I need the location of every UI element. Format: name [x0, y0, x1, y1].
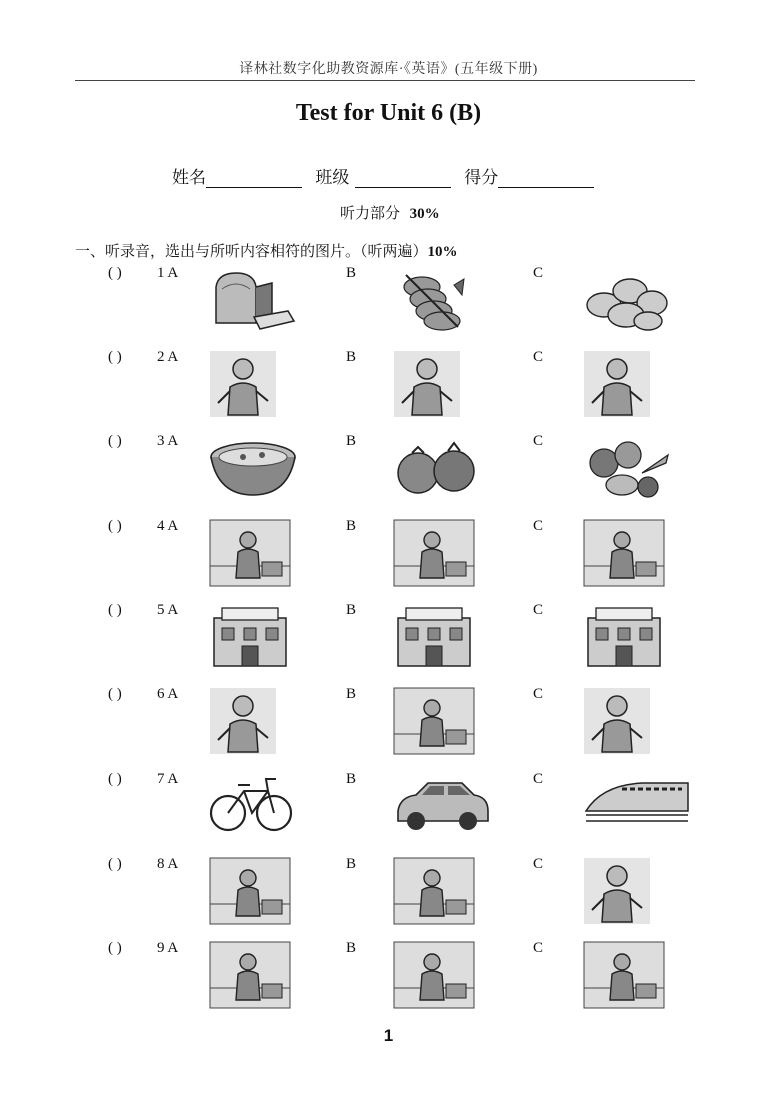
- question-row: [0, 265, 777, 345]
- answer-blank[interactable]: ( ): [108, 602, 122, 618]
- name-label: 姓名: [172, 168, 206, 188]
- option-c-label: C: [533, 771, 544, 787]
- boy-kitchen-picture: [582, 940, 666, 1010]
- question-number: 5 A: [157, 602, 179, 618]
- question-row: [0, 686, 777, 766]
- bread-picture: [208, 265, 298, 333]
- answer-blank[interactable]: ( ): [108, 349, 122, 365]
- listening-label: 听力部分: [340, 204, 401, 222]
- option-b-label: B: [346, 349, 357, 365]
- making-bed-picture: [582, 518, 666, 588]
- option-b-label: B: [346, 856, 357, 872]
- woman-cleaning-picture: [392, 349, 462, 419]
- answer-blank[interactable]: ( ): [108, 771, 122, 787]
- car-windshield-picture: [208, 856, 292, 926]
- section-1-points: 10%: [427, 244, 458, 260]
- question-row: [0, 856, 777, 936]
- option-c-label: C: [533, 686, 544, 702]
- section-1-text: 一、听录音，选出与所听内容相符的图片。（听两遍）: [75, 242, 428, 260]
- girl-violin-picture: [582, 856, 652, 926]
- man-cooking-picture: [208, 349, 278, 419]
- option-b-label: B: [346, 433, 357, 449]
- listening-part-heading: [340, 202, 440, 223]
- student-info-line: [172, 163, 602, 188]
- option-c-label: C: [533, 856, 544, 872]
- option-b-label: B: [346, 518, 357, 534]
- option-c-label: C: [533, 940, 544, 956]
- bicycle-picture: [208, 771, 294, 835]
- man-on-phone-picture: [582, 349, 652, 419]
- score-label: 得分: [464, 168, 499, 188]
- option-b-label: B: [346, 771, 357, 787]
- vegetables-picture: [582, 433, 672, 501]
- answer-blank[interactable]: ( ): [108, 265, 122, 281]
- fish-picture: [392, 265, 482, 333]
- option-c-label: C: [533, 349, 544, 365]
- answer-blank[interactable]: ( ): [108, 940, 122, 956]
- hospital-picture: [582, 602, 666, 670]
- answer-blank[interactable]: ( ): [108, 856, 122, 872]
- option-b-label: B: [346, 602, 357, 618]
- boy-fridge-picture: [208, 940, 292, 1010]
- question-row: [0, 349, 777, 429]
- page-header: 译林社数字化助教资源库·《英语》(五年级下册): [239, 62, 538, 77]
- question-number: 8 A: [157, 856, 179, 872]
- children-eating-picture: [392, 686, 476, 756]
- question-number: 4 A: [157, 518, 179, 534]
- washing-clothes-picture: [208, 518, 292, 588]
- answer-blank[interactable]: ( ): [108, 433, 122, 449]
- question-row: [0, 602, 777, 682]
- name-blank[interactable]: [206, 170, 302, 188]
- option-b-label: B: [346, 265, 357, 281]
- question-number: 9 A: [157, 940, 179, 956]
- boy-studying-picture: [208, 686, 278, 756]
- option-c-label: C: [533, 265, 544, 281]
- question-number: 1 A: [157, 265, 179, 281]
- question-row: [0, 771, 777, 851]
- option-b-label: B: [346, 686, 357, 702]
- answer-blank[interactable]: ( ): [108, 686, 122, 702]
- boy-washing-dishes-picture: [392, 940, 476, 1010]
- class-blank[interactable]: [355, 170, 451, 188]
- train-picture: [582, 771, 692, 827]
- girl-drinking-picture: [582, 686, 652, 756]
- question-row: [0, 940, 777, 1020]
- question-number: 2 A: [157, 349, 179, 365]
- library-picture: [392, 602, 476, 670]
- soup-bowl-picture: [208, 433, 298, 501]
- listening-weight: 30%: [409, 206, 440, 222]
- option-c-label: C: [533, 602, 544, 618]
- class-label: 班级: [315, 168, 350, 188]
- mopping-floor-picture: [392, 518, 476, 588]
- header-divider: [75, 80, 695, 81]
- tomatoes-picture: [392, 433, 482, 501]
- section-1-instruction: [75, 240, 458, 261]
- page-number: 1: [383, 1026, 394, 1045]
- option-c-label: C: [533, 433, 544, 449]
- question-row: [0, 433, 777, 513]
- option-b-label: B: [346, 940, 357, 956]
- score-blank[interactable]: [498, 170, 594, 188]
- page-title: Test for Unit 6 (B): [295, 100, 482, 126]
- boy-sweeping-picture: [392, 856, 476, 926]
- question-row: [0, 518, 777, 598]
- car-picture: [392, 771, 492, 835]
- cinema-picture: [208, 602, 292, 670]
- question-number: 7 A: [157, 771, 179, 787]
- option-c-label: C: [533, 518, 544, 534]
- potatoes-picture: [582, 265, 672, 333]
- answer-blank[interactable]: ( ): [108, 518, 122, 534]
- question-number: 6 A: [157, 686, 179, 702]
- question-number: 3 A: [157, 433, 179, 449]
